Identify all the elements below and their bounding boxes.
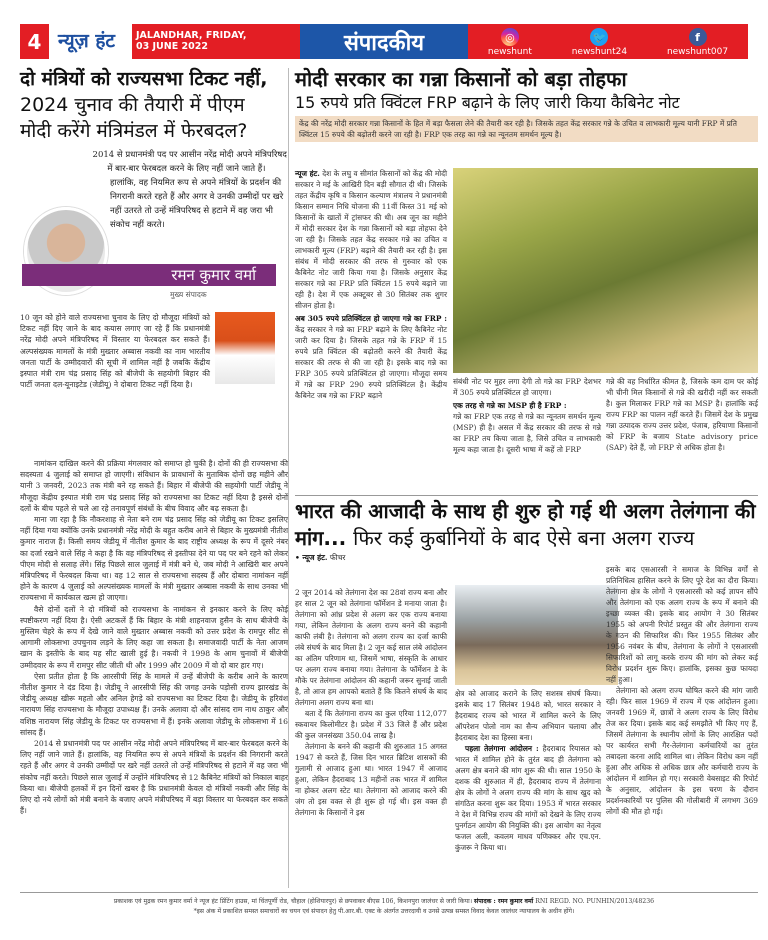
editorial-headline-line2: 2024 चुनाव की तैयारी में पीएम bbox=[20, 94, 245, 116]
editorial-para-3: माना जा रहा है कि नौकरशाह से नेता बने राम चंद्र प्रसाद सिंह को जेडीयू का टिकट इसलिए नहीं दिया गया क्योंकि उनके प्रधानमंत्री नरेंद्र मोदी के बहुत करीब आने से बिहार के मुख्यमंत्री नीतीश कुमार नाराज हैं। किसी समय जेडीयू में नीतीश कुमार के बाद राष्ट्रीय अध्यक्ष के रूप में दूसरे नंबर का दर्जा रखने वाले सिंह ने कहा है कि वह मंत्रिपरिषद से इस्तीफा देने या पद पर बने रहने को लेकर पीएम मोदी से सलाह लेंगे। सिंह पिछले साल जुलाई में मंत्री बने थे, जब मोदी ने आखिरी बार अपने मंत्रिपरिषद में फेरबदल किया था। वह 12 साल से राज्यसभा सदस्य हैं और दोबारा नामांकन नहीं होने के कारण 4 जुलाई को अल्पसंख्यक मामलों के मंत्री मुख्तार अब्बास नकवी के साथ उनका भी राज्यसभा में कार्यकाल खत्म हो जाएगा। bbox=[20, 515, 288, 603]
legal-disclaimer: *इस अंक में प्रकाशित समस्त समाचारों का चयन एवं संपादन हेतु पी.आर.बी. एक्ट के अंतर्गत उत्तरदायी व उनसे उत्पन्न समस्त विवाद केवल जालंधर न्यायालय के अधीन होंगे। bbox=[193, 908, 575, 915]
editorial-para-2: नामांकन दाखिल करने की प्रक्रिया मंगलवार को समाप्त हो चुकी है। दोनों की ही राज्यसभा की सदस्यता 4 जुलाई को समाप्त हो जाएगी। संविधान के प्रावधानों के मुताबिक दोनों छह महीने और यानी 3 जनवरी, 2023 तक मंत्री बने रह सकते हैं। बिहार में बीजेपी की सहयोगी पार्टी जेडीयू ने मौजूदा केंद्रीय इस्पात मंत्री राम चंद्र प्रसाद सिंह को राज्यसभा का टिकट नहीं दिया है इससे दोनों दलों के बीच पहले से चले आ रहे तनावपूर्ण संबंधों के बीच विवाद और बढ़ सकता है। bbox=[20, 459, 288, 513]
sugarcane-dateline: न्यूज हंट. bbox=[295, 169, 320, 178]
telangana-byline: • न्यूज हंट. bbox=[295, 553, 328, 562]
author-name: रमन कुमार वर्मा bbox=[22, 264, 276, 286]
telangana-byline-tag: फीचर bbox=[329, 553, 346, 562]
imprint-footer bbox=[0, 897, 768, 917]
twitter-handle: newshunt24 bbox=[571, 47, 628, 57]
social-instagram[interactable] bbox=[488, 28, 532, 57]
editorial-para-1: 10 जून को होने वाले राज्यसभा चुनाव के लिए दो मौजूदा मंत्रियों को टिकट नहीं दिए जाने के बाद कयास लगाए जा रहे हैं कि प्रधानमंत्री नरेंद्र मोदी अपने मंत्रिपरिषद में विस्तार या फेरबदल कर सकते हैं। अल्पसंख्यक मामलों के मंत्री मुख्तार अब्बास नकवी का नाम भारतीय जनता पार्टी के उम्मीदवारों की सूची में शामिल नहीं है जबकि केंद्रीय इस्पात मंत्री राम चंद्र प्रसाद सिंह को बीजेपी के सहयोगी बिहार की पार्टी जनता दल-यूनाइटेड (जेडीयू) ने दोबारा टिकट नहीं दिया है। bbox=[20, 313, 210, 390]
editorial-body bbox=[20, 458, 288, 817]
telangana-col-2: क्षेत्र को आजाद कराने के लिए सशस्त्र संघर्ष किया। इसके बाद 17 सितंबर 1948 को, भारत सरकार ने हैदराबाद राज्य को भारत में शामिल करने के लिए ऑपरेशन पोलो नाम का सैन्य अभियान चलाया और हैदराबाद देश का हिस्सा बना। पहला तेलंगाना आंदोलन : हैदराबाद रियासत को भारत में शामिल होने के तुरंत बाद ही तेलंगाना को अलग क्षेत्र बनाने की मांग शुरू की थी। साल 1950 के दशक की शुरुआत में ही, हैदराबाद राज्य में तेलंगाना क्षेत्र के लोगों ने अलग राज्य की मांग के साथ खुद को संगठित करना शुरू कर दिया। 1953 में भारत सरकार ने देश में विभिन्न राज्य की मांगों को देखने के लिए राज्य पुनर्गठन आयोग की नियुक्ति की। इस आयोग का नेतृत्व फजल अली, कवलम माधव पणिक्कर और एच.एन. कुंजरू ने किया था। bbox=[455, 689, 601, 852]
rni-number: RNI REGD. NO. PUNHIN/2013/48236 bbox=[535, 898, 655, 905]
telangana-article-header bbox=[295, 498, 758, 563]
sugarcane-col-1: न्यूज हंट. देश के लघु व सीमांत किसानों को केंद्र की मोदी सरकार ने मई के आखिरी दिन बड़ी सौगात दी थी। जिसके तहत केंद्रीय कृषि व किसान कल्याण मंत्रालय ने प्रधानमंत्री किसान सम्मान निधि योजना की 11वीं किस्त 31 मई को किसानों के खातों में ट्रांसफर की थी। अब जून का महीने में मोदी सरकार देश के गन्ना किसानों को बड़ा तोहफा देने जा रही है। जिसके तहत केंद्र सरकार गन्ने का उचित व लाभकारी मूल्य (FRP) बढ़ाने की तैयारी कर रही है। इस संबंध में मोदी सरकार की तरफ से गुरुवार को एक कैबिनेट नोट जारी किया गया है। जिसके अनुसार केंद्र सरकार गन्ने का FRP प्रति क्विंटल 15 रुपये बढ़ाने जा रही है। देश में एक अक्टूबर से 30 सितंबर तक शुगर सीजन होता है। अब 305 रुपये प्रतिक्विंटल हो जाएगा गन्ने का FRP : केंद्र सरकार ने गन्ने का FRP बढ़ाने के लिए कैबिनेट नोट जारी कर दिया है। जिसके तहत गन्ने के FRP में 15 रुपये प्रति क्विंटल की बढ़ोतरी करने की तैयारी केंद्र सरकार की तरफ से की जा रही है। इसके बाद गन्ने का FRP 305 रुपये प्रतिक्विंटल हो जाएगा। मौजूदा समय में गन्ने का FRP 290 रुपये प्रतिक्विंटल है। केंद्रीय कैबिनेट जब गन्ने का FRP बढ़ाने bbox=[295, 169, 447, 400]
twitter-icon: 🐦 bbox=[590, 28, 608, 46]
instagram-handle: newshunt bbox=[487, 47, 532, 57]
section-divider bbox=[295, 495, 758, 496]
telangana-headline-bold: भारत की आजादी के साथ ही शुरु हो गई थी अलग तेलंगाना की मांग... bbox=[295, 499, 756, 550]
footer-divider bbox=[20, 892, 758, 893]
sugarcane-subhead-2: एक तरह से गन्ने का MSP ही है FRP : bbox=[453, 401, 567, 410]
facebook-icon: f bbox=[689, 28, 707, 46]
telangana-subhead: पहला तेलंगाना आंदोलन : bbox=[465, 744, 539, 753]
sugarcane-col-2: संबंधी नोट पर मुहर लगा देगी तो गन्ने का FRP देशभर में 305 रुपये प्रतिक्विंटल हो जाएगा। एक तरह से गन्ने का MSP ही है FRP : गन्ने का FRP एक तरह से गन्ने का न्यूनतम समर्थन मूल्य (MSP) ही है। असल में केंद्र सरकार की तरफ से गन्ने का FRP तय किया जाता है, जिसे उचित व लाभकारी मूल्य कहा जाता है। दूसरी भाषा में कहें तो FRP bbox=[453, 377, 601, 454]
editor-credit: संपादक : रमन कुमार वर्मा bbox=[474, 898, 534, 905]
section-title: संपादकीय bbox=[300, 24, 468, 59]
newspaper-logo: न्यूज़ हंट bbox=[58, 30, 116, 52]
telangana-col-3: इसके बाद एसआरसी ने समाज के विभिन्न वर्गों से प्रतिनिधित्व हासिल करने के लिए पूरे देश का दौरा किया। तेलंगाना क्षेत्र के लोगों ने एसआरसी को कई ज्ञापन सौंपे और तेलंगाना को एक अलग राज्य के रूप में बनाने की इच्छा व्यक्त की। इसके बाद आयोग ने 30 सितंबर 1955 को अपनी रिपोर्ट प्रस्तुत की और तेलंगाना राज्य के गठन की सिफारिश की। फिर 1955 सितंबर और 1956 नवंबर के बीच, तेलंगाना के लोगों ने एसआरसी सिफारिशों को लागू करके राज्य की मांग को लेकर कई विरोध प्रदर्शन शुरू किए। हालांकि, इसका कुछ फायदा नहीं हुआ। तेलंगाना को अलग राज्य घोषित करने की मांग जारी रही। फिर साल 1969 में राज्य में एक आंदोलन हुआ। जनवरी 1969 में, छात्रों ने अलग राज्य के लिए विरोध तेज कर दिया। इसके बाद कई समझौते भी किए गए हैं, जिसमें तेलंगाना के स्थानीय लोगों के लिए आरक्षित पदों पर कार्यरत सभी गैर-तेलंगाना कर्मचारियों का तुरंत तबादला करना आदि शामिल था। लेकिन विरोध कम नहीं हुआ और अधिक से अधिक छात्र और कर्मचारी राज्य के आंदोलन में शामिल हो गए। सरकारी वेबसाइट की रिपोर्ट के अनुसार, आंदोलन के इस चरण के दौरान प्रदर्शनकारियों पर पुलिस की गोलीबारी में लगभग 369 लोगों की मौत हो गई। bbox=[606, 565, 758, 816]
editorial-para-6: 2014 से प्रधानमंत्री पद पर आसीन नरेंद्र मोदी अपने मंत्रिपरिषद में बार-बार फेरबदल करने के लिए नहीं जाने जाते हैं। हालांकि, वह नियमित रूप से अपने मंत्रियों के प्रदर्शन की निगरानी करते रहते हैं और अगर वे उनकी उम्मीदों पर खरे नहीं उतरते तो उन्हें मंत्रिपरिषद से हटाने में वह जरा भी संकोच नहीं करते। पिछले साल जुलाई में उन्होंने मंत्रिपरिषद से 12 कैबिनेट मंत्रियों को निकाल बाहर किया था। बीजेपी हलकों में इन दिनों खबर है कि प्रधानमंत्री केवल दो मंत्रियों नकवी और सिंह के लिए दो नये लोगों को मंत्री बनाने के बजाए अपने मंत्रीपरिषद में बड़ा विस्तार या फेरबदल कर सकते हैं। bbox=[20, 739, 288, 816]
telangana-col-1: 2 जून 2014 को तेलंगाना देश का 28वां राज्य बना और हर साल 2 जून को तेलंगाना फॉर्मेशन डे मनाया जाता है। तेलंगाना को आंध्र प्रदेश से अलग कर एक राज्य बनाया गया, लेकिन तेलंगाना के अलग राज्य बनने की कहानी काफी लंबी है। तेलंगाना को अलग राज्य का दर्जा काफी लंबे संघर्ष के बाद मिला है। 2 जून कई साल लंबे आंदोलन का अंतिम परिणाम था, जिसमें भाषा, संस्कृति के आधार पर अलग राज्य बनाया गया। तेलंगाना के फॉर्मेशन डे के मौके पर तेलंगाना आंदोलन की कहानी जरूर सुनाई जाती है, तो आज हम आपको बताते हैं कि कितने संघर्ष के बाद तेलंगाना अलग राज्य बना था। बता दें कि तेलंगाना राज्य का कुल एरिया 112,077 स्कवायर किलोमीटर है। प्रदेश में 33 जिले हैं और प्रदेश की कुल जनसंख्या 350.04 लाख है। तेलंगाना के बनने की कहानी की शुरुआत 15 अगस्त 1947 से करते हैं, जिस दिन भारत ब्रिटिश शासकों की गुलामी से आजाद हुआ था। भारत 1947 में आजाद हुआ, लेकिन हैदराबाद 13 महीनों तक भारत में शामिल ना होकर अलग स्टेट था। तेलंगाना को आजाद करने की जंग तो इस वक्त से ही शुरू हो गई थी। इस वक्त ही तेलंगाना के किसानों ने इस bbox=[295, 588, 447, 817]
dateline-date: 03 JUNE 2022 bbox=[136, 41, 208, 52]
temple-photo bbox=[455, 585, 618, 685]
sugarcane-farmer-photo bbox=[453, 168, 758, 373]
sugarcane-subheadline: 15 रुपये प्रति क्विंटल FRP बढ़ाने के लिए जारी किया कैबिनेट नोट bbox=[295, 93, 680, 112]
page-number: 4 bbox=[20, 24, 49, 59]
dateline-city-day: JALANDHAR, FRIDAY, bbox=[136, 30, 247, 41]
editorial-intro: 2014 से प्रधानमंत्री पद पर आसीन नरेंद्र मोदी अपने मंत्रिपरिषद में बार-बार फेरबदल करने के लिए नहीं जाने जाते हैं। हालांकि, वह नियमित रूप से अपने मंत्रियों के प्रदर्शन की निगरानी करते रहते हैं और अगर वे उनकी उम्मीदों पर खरे नहीं उतरते तो उन्हें मंत्रिपरिषद से हटाने में वह जरा भी संकोच नहीं करते। bbox=[92, 150, 287, 230]
facebook-handle: newshunt007 bbox=[666, 47, 729, 57]
editorial-para-4: वैसे दोनों दलों ने दो मंत्रियों को राज्यसभा के नामांकन से इनकार करने के लिए कोई स्पष्टीकरण नहीं दिया है। ऐसी अटकलें हैं कि बिहार के मंत्री शाहनवाज हुसैन के साथ बीजेपी के मुस्लिम चेहरे के रूप में देखे जाने वाले मुख्तार अब्बास नकवी को उत्तर प्रदेश के रामपुर सीट से आगामी लोकसभा उपचुनाव लड़ने के लिए कहा जा सकता है। समाजवादी पार्टी के नेता आजम खान के इस्तीफे के बाद यह सीट खाली हुई है। नकवी ने 1998 के आम चुनावों में बीजेपी उम्मीदवार के रूप में रामपुर सीट जीती थी और 1999 और 2009 में वो दो बार हार गए। bbox=[20, 604, 288, 670]
instagram-icon: ◎ bbox=[501, 28, 519, 46]
pm-photo bbox=[215, 312, 275, 384]
sugarcane-headline: मोदी सरकार का गन्ना किसानों को बड़ा तोहफा bbox=[295, 67, 627, 91]
telangana-headline-light: फिर कई कुर्बानियों के बाद ऐसे बना अलग राज्य bbox=[353, 526, 695, 550]
editorial-para-5: ऐसा प्रतीत होता है कि आरसीपी सिंह के मामले में उन्हें बीजेपी के करीब आने के कारण नीतीश कुमार ने दंड दिया है। जेडीयू ने आरसीपी सिंह की जगह उनके पड़ोसी राज्य झारखंड के जेडीयू अध्यक्ष खीरू महतो और अनिल हेगड़े को राज्यसभा का टिकट दिया है। जेडीयू के हरिवंश नारायण सिंह राज्यसभा के मौजूदा उपाध्यक्ष हैं। उनके अलावा दो और सांसद राम नाथ ठाकुर और वशिष्ठ नारायण सिंह जेडीयू के टिकट पर राज्यसभा में हैं। इनके अलावा जेडीयू के लोकसभा में 16 सांसद हैं। bbox=[20, 671, 288, 737]
imprint-line: प्रकाशक एवं मुद्रक रमन कुमार वर्मा ने न्यूज हंट प्रिंटिंग हाउस, मां चिंतपूर्णी रोड, चौहाल (होशियारपुर) से छपवाकर बीएस 106, किशनपुरा जालंधर से जारी किया। bbox=[113, 898, 473, 905]
sugarcane-subhead-1: अब 305 रुपये प्रतिक्विंटल हो जाएगा गन्ने का FRP : bbox=[295, 314, 447, 323]
editorial-headline-line1: दो मंत्रियों को राज्यसभा टिकट नहीं, bbox=[20, 68, 268, 90]
editorial-headline-line3: मोदी करेंगे मंत्रिमंडल में फेरबदल? bbox=[20, 120, 248, 142]
sugarcane-col-3: गन्ने की वह निर्धारित कीमत है, जिसके कम दाम पर कोई भी चीनी मिल किसानों से गन्ने की खरीदी नहीं कर सकती है। कुल मिलाकर FRP गन्ने का MSP है। हालांकि कई राज्य FRP का पालन नहीं करते हैं। जिसमें देश के प्रमुख गन्ना उत्पादक राज्य उत्तर प्रदेश, पंजाब, हरियाणा किसानों को FRP के बजाय State advisory price (SAP) देते हैं, जो FRP से अधिक होता है। bbox=[606, 377, 758, 452]
author-designation: मुख्य संपादक bbox=[170, 290, 207, 299]
sugarcane-highlight: केंद्र की नरेंद्र मोदी सरकार गन्ना किसानों के हित में बड़ा फैसला लेने की तैयारी कर रही है। जिसके तहत केंद्र सरकार गन्ने के उचित व लाभकारी मूल्य यानी FRP में प्रति क्विंटल 15 रुपये की बढ़ोतरी करने जा रही है। FRP एक तरह का गन्ने का न्यूनतम समर्थन मूल्य है। bbox=[295, 116, 758, 142]
social-twitter[interactable] bbox=[572, 28, 627, 57]
social-links bbox=[468, 24, 748, 59]
dateline-band bbox=[132, 24, 300, 59]
social-facebook[interactable] bbox=[667, 28, 728, 57]
sugarcane-article-header bbox=[295, 66, 758, 142]
